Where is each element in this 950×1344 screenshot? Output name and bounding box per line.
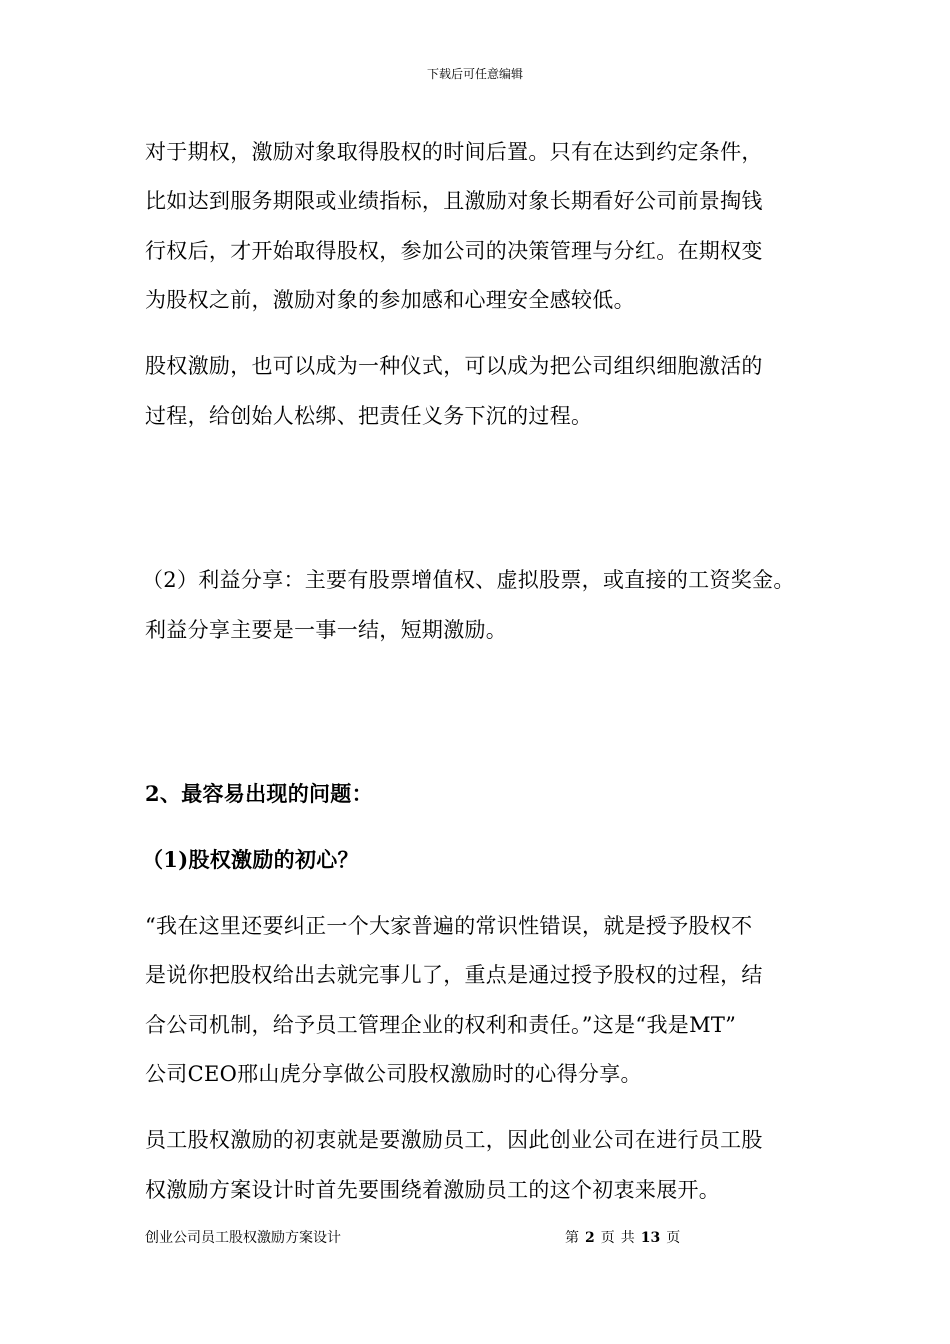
paragraph-line: 公司CEO邢山虎分享做公司股权激励时的心得分享。 — [145, 1062, 642, 1086]
paragraph-line: 员工股权激励的初衷就是要激励员工，因此创业公司在进行员工股 — [145, 1128, 763, 1152]
paragraph-line: 是说你把股权给出去就完事儿了，重点是通过授予股权的过程，结 — [145, 963, 763, 987]
total-pages: 13 — [640, 1230, 661, 1246]
paragraph-line: 权激励方案设计时首先要围绕着激励员工的这个初衷来展开。 — [145, 1178, 721, 1202]
paragraph-line: 为股权之前，激励对象的参加感和心理安全感较低。 — [145, 288, 635, 312]
section-heading: 2、最容易出现的问题： — [145, 781, 373, 806]
current-page: 2 — [585, 1230, 595, 1246]
page-mid2: 共 — [620, 1230, 635, 1246]
footer-title: 创业公司员工股权激励方案设计 — [145, 1230, 341, 1246]
paragraph-line: 对于期权，激励对象取得股权的时间后置。只有在达到约定条件， — [145, 140, 763, 164]
page-suffix: 页 — [666, 1230, 681, 1246]
paragraph-line: 行权后，才开始取得股权，参加公司的决策管理与分红。在期权变 — [145, 239, 763, 263]
page-header: 下载后可任意编辑 — [426, 67, 523, 81]
paragraph-line: “我在这里还要纠正一个大家普遍的常识性错误，就是授予股权不 — [145, 914, 753, 938]
page-mid1: 页 — [600, 1230, 615, 1246]
subsection-heading: （1)股权激励的初心？ — [142, 847, 359, 872]
paragraph-line: 利益分享主要是一事一结，短期激励。 — [145, 618, 508, 642]
paragraph-line: （2）利益分享：主要有股票增值权、虚拟股票，或直接的工资奖金。 — [142, 568, 795, 592]
page-prefix: 第 — [565, 1230, 579, 1246]
paragraph-line: 股权激励，也可以成为一种仪式，可以成为把公司组织细胞激活的 — [145, 354, 763, 378]
page-number — [565, 1229, 680, 1247]
paragraph-line: 比如达到服务期限或业绩指标，且激励对象长期看好公司前景掏钱 — [145, 189, 763, 213]
paragraph-line: 过程，给创始人松绑、把责任义务下沉的过程。 — [145, 404, 593, 428]
paragraph-line: 合公司机制，给予员工管理企业的权利和责任。”这是“我是MT” — [145, 1013, 737, 1037]
